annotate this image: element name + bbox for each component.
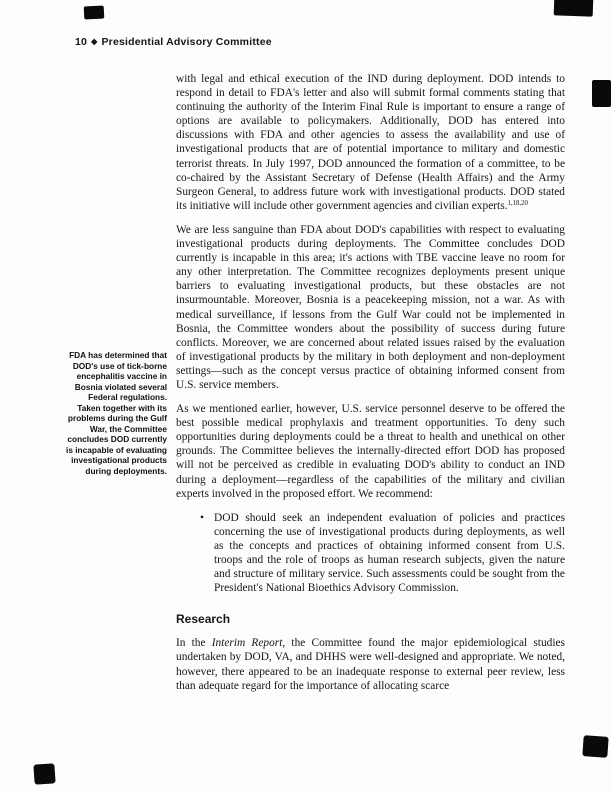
scan-artifact-bottom-left <box>33 763 55 784</box>
header-bullet-icon: ◆ <box>91 37 98 46</box>
bullet-item-text: DOD should seek an independent evaluation of policies and practices concerning the use of investigational products during deployments, as well as the concepts and practices of obtaining informed consent from U.S. troops and the role of troops as human research subjects, given the nature and structure of military service. Such assessments could be sought from the President's National Bioethics Advisory Commission. <box>214 511 565 595</box>
body-paragraph-4 <box>176 636 565 692</box>
scan-artifact-top-right <box>554 0 594 17</box>
paragraph-text: In the <box>176 637 212 650</box>
paragraph-text: , the Committee found the major epidemiological studies undertaken by DOD, VA, and DHHS were well-designed and appropriate. We noted, however, there appeared to be an inadequate response to external peer review, less than adequate regard for the importance of allocating scarce <box>176 637 565 692</box>
scan-artifact-right-edge <box>592 80 611 107</box>
section-heading-research: Research <box>176 612 231 627</box>
bullet-icon: • <box>200 511 204 524</box>
body-paragraph-3: As we mentioned earlier, however, U.S. service personnel deserve to be offered the best possible medical prophylaxis and treatment opportunities. To deny such opportunities during deployments could be a threat to health and unethical on other grounds. The Committee believes the internally-directed effort DOD has proposed will not be perceived as credible in evaluating DOD's ability to conduct an IND during a deployment—regardless of the capabilities of the military and civilian experts involved in the proposed effort. We recommend: <box>176 403 565 500</box>
page-header <box>75 36 272 48</box>
scan-artifact-bottom-right <box>582 735 608 758</box>
scan-artifact-top-left <box>84 5 105 19</box>
header-title: Presidential Advisory Committee <box>101 36 272 48</box>
page-number: 10 <box>75 36 88 48</box>
footnote-reference: 1,18,20 <box>507 199 528 207</box>
body-paragraph-1 <box>176 72 565 213</box>
bullet-list-item <box>200 511 565 596</box>
report-title-italic: Interim Report <box>211 637 283 650</box>
margin-note: FDA has determined that DOD's use of tick-borne encephalitis vaccine in Bosnia violated several Federal regulations. Taken together with its problems during the Gulf War, the Committee concludes DOD currently is incapable of evaluating investigational products during deployments. <box>66 350 167 476</box>
body-column <box>176 72 565 703</box>
body-paragraph-2: We are less sanguine than FDA about DOD's capabilities with respect to evaluating investigational products during deployments. The Committee concludes DOD currently is incapable in this area; it's actions with TBE vaccine leave no room for any other interpretation. The Committee recognizes deployments present unique barriers to evaluating investigational products, but these obstacles are not insurmountable. Moreover, Bosnia is a peacekeeping mission, not a war. As with medical surveillance, if lessons from the Gulf War could not be implemented in Bosnia, the Committee wonders about the possibility of success during future conflicts. Moreover, we are concerned about related issues raised by the evaluation of investigational products by the military in both deployment and non-deployment settings—such as the concept versus practice of obtaining informed consent from U.S. service members. <box>176 223 565 391</box>
paragraph-text: with legal and ethical execution of the IND during deployment. DOD intends to respond in detail to FDA's letter and also will submit formal comments stating that continuing the authority of the Interim Final Rule is important to ensure a range of options are available to policymakers. Additionally, DOD has entered into discussions with FDA and other agencies to assess the availability and use of investigational products that are of potential importance to military and domestic terrorist threats. In July 1997, DOD announced the formation of a committee, to be co-chaired by the Assistant Secretary of Defense (Health Affairs) and the Army Surgeon General, to address future work with investigational products. DOD stated its initiative will include other government agencies and civilian experts. <box>176 73 565 212</box>
